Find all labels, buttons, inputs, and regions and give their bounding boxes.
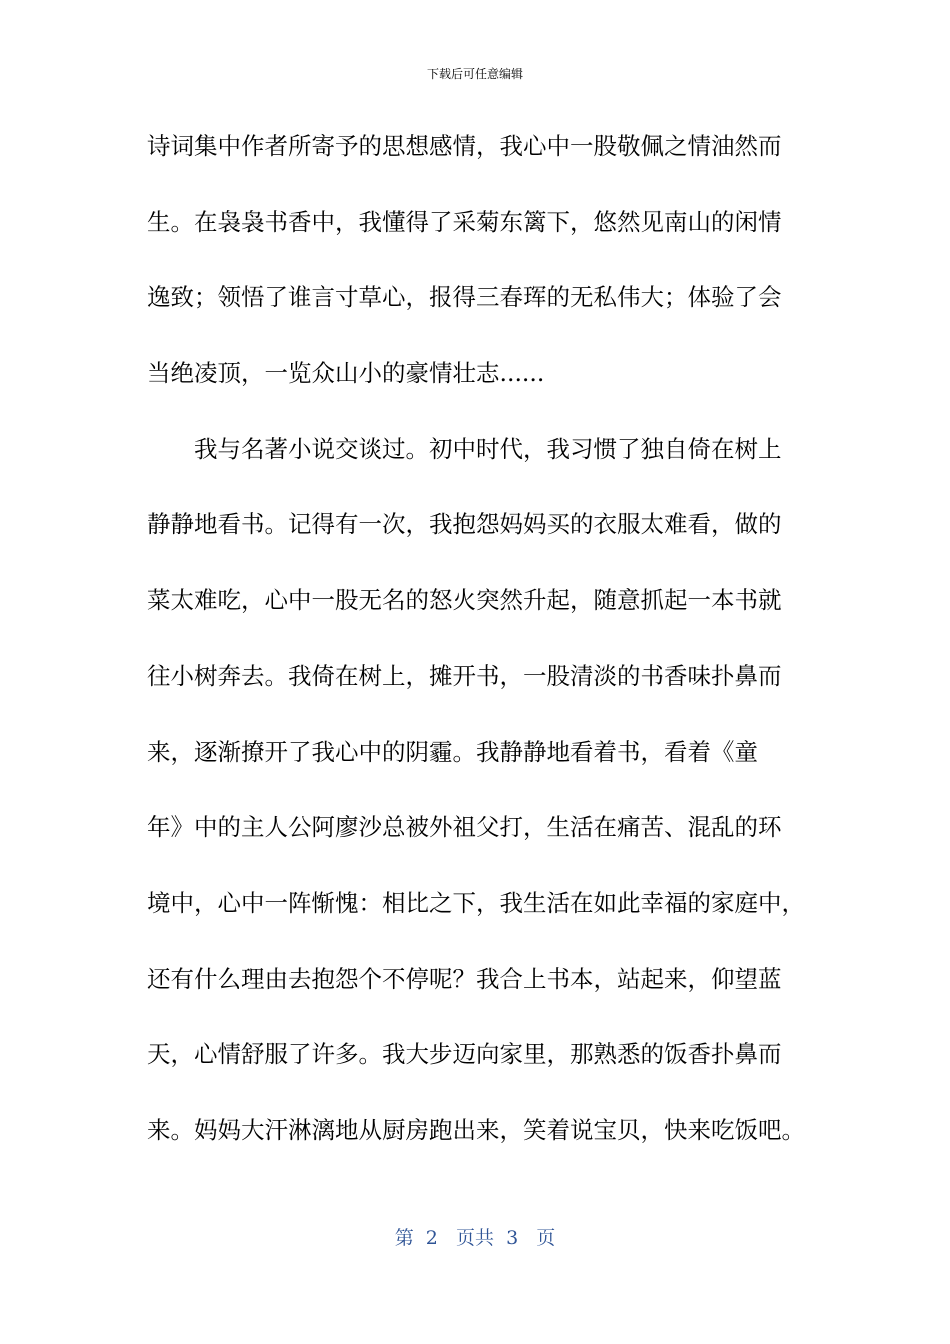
body-line: 逸致；领悟了谁言寸草心，报得三春珲的无私伟大；体验了会 [147,283,782,312]
body-line: 生。在袅袅书香中，我懂得了采菊东篱下，悠然见南山的闲情 [147,207,782,236]
body-line: 当绝凌顶，一览众山小的豪情壮志...... [147,359,545,388]
body-line: 静静地看书。记得有一次，我抱怨妈妈买的衣服太难看，做的 [147,510,782,539]
body-line: 诗词集中作者所寄予的思想感情，我心中一股敬佩之情油然而 [147,132,782,160]
page-number-footer: 第 2 页共 3 页 [394,1227,556,1249]
page-header: 下载后可任意编辑 [426,67,523,81]
body-line: 来，逐渐撩开了我心中的阴霾。我静静地看着书，看着《童 [147,737,758,766]
body-line: 还有什么理由去抱怨个不停呢？我合上书本，站起来，仰望蓝 [147,964,782,993]
paragraph-first-line: 我与名著小说交谈过。初中时代，我习惯了独自倚在树上 [194,434,782,463]
body-line: 年》中的主人公阿廖沙总被外祖父打，生活在痛苦、混乱的环 [147,813,782,842]
body-line: 菜太难吃，心中一股无名的怒火突然升起，随意抓起一本书就 [147,586,782,615]
body-line: 来。妈妈大汗淋漓地从厨房跑出来，笑着说宝贝，快来吃饭吧。 [147,1115,805,1144]
document-body [147,124,807,1184]
body-line: 天，心情舒服了许多。我大步迈向家里，那熟悉的饭香扑鼻而 [147,1040,782,1069]
body-line: 往小树奔去。我倚在树上，摊开书，一股清淡的书香味扑鼻而 [147,661,782,690]
body-line: 境中，心中一阵惭愧：相比之下，我生活在如此幸福的家庭中， [147,888,805,917]
